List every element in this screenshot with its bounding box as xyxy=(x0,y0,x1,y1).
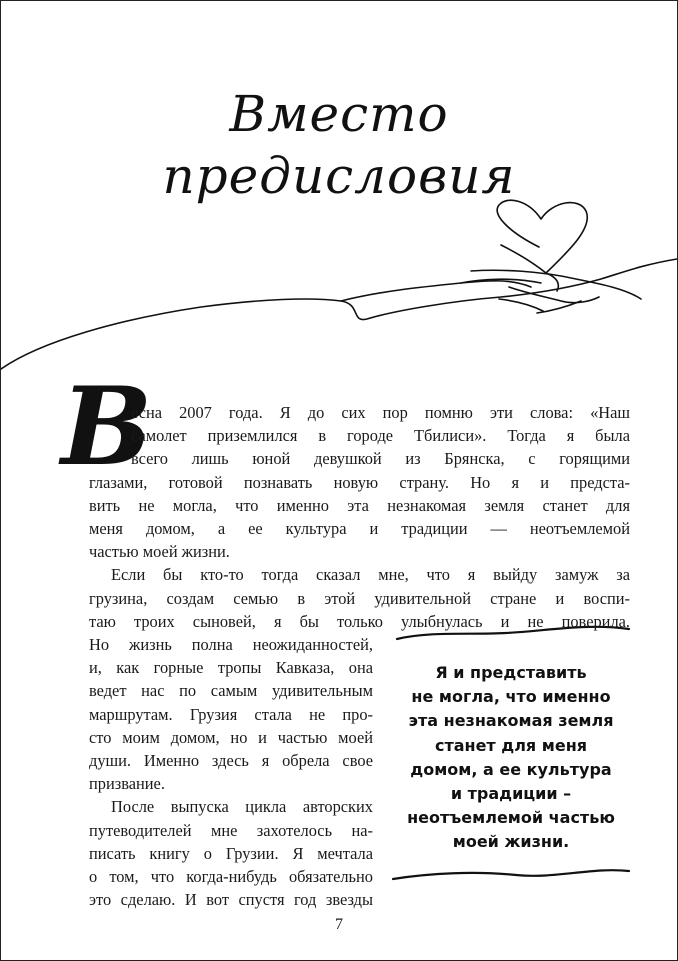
text-line: призвание. xyxy=(89,774,165,794)
pull-quote-line: неотъемлемой частью xyxy=(407,808,615,828)
pull-quote-line: и традиции – xyxy=(450,784,572,804)
text-line: о том, что когда-нибудь обязательно xyxy=(89,867,373,886)
text-line: самолет приземлился в городе Тбилиси». Тогда я была xyxy=(131,426,630,446)
text-line: есна 2007 года. Я до сих пор помню эти слова: «Наш xyxy=(131,403,630,422)
drop-cap-letter: В xyxy=(61,364,153,490)
text-line: это сделаю. И вот спустя год звезды xyxy=(89,890,373,910)
pull-quote-line: моей жизни. xyxy=(452,832,570,852)
text-line: частью моей жизни. xyxy=(89,542,230,562)
text-line: таю троих сыновей, я бы только улыбнулась и не поверила. xyxy=(89,611,630,631)
text-line: и, как горные тропы Кавказа, она xyxy=(89,658,373,678)
chapter-title-line-2: предисловия xyxy=(162,147,516,205)
paragraph-4 xyxy=(89,795,373,911)
paragraph-1-top xyxy=(131,401,630,471)
text-line: души. Именно здесь я обрела свое xyxy=(89,751,373,771)
text-line: грузина, создам семью в этой удивительной стране и воспи- xyxy=(89,588,630,608)
text-line: Но жизнь полна неожиданностей, xyxy=(89,635,373,654)
text-line: меня домом, а ее культура и традиции — неотъемлемой xyxy=(89,519,630,538)
paragraph-2 xyxy=(89,563,630,633)
pull-quote-line: домом, а ее культура xyxy=(410,759,612,779)
pull-quote-line: эта незнакомая земля xyxy=(408,711,614,731)
text-line: всего лишь юной девушкой из Брянска, с горящими xyxy=(131,449,630,469)
chapter-title-line-1: Вместо xyxy=(229,85,449,143)
pull-quote-line: Я и представить xyxy=(435,663,587,682)
text-line: После выпуска цикла авторских xyxy=(111,797,373,817)
text-line: путеводителей мне захотелось на- xyxy=(89,820,373,840)
text-line: ведет нас по самым удивительным xyxy=(89,681,373,701)
page-number: 7 xyxy=(335,916,343,933)
text-line: сто моим домом, но и частью моей xyxy=(89,727,373,747)
paragraph-3 xyxy=(89,633,373,795)
pull-quote xyxy=(395,661,627,855)
text-line: вить не могла, что именно эта незнакомая земля станет для xyxy=(89,495,630,515)
paragraph-1-bottom xyxy=(89,471,630,564)
text-line: писать книгу о Грузии. Я мечтала xyxy=(89,843,373,863)
text-line: маршрутам. Грузия стала не про- xyxy=(89,704,373,724)
text-line: глазами, готовой познавать новую страну. Но я и предста- xyxy=(89,472,630,492)
text-line: Если бы кто-то тогда сказал мне, что я выйду замуж за xyxy=(111,565,630,585)
pull-quote-line: не могла, что именно xyxy=(411,687,611,707)
pull-quote-line: станет для меня xyxy=(434,735,588,755)
